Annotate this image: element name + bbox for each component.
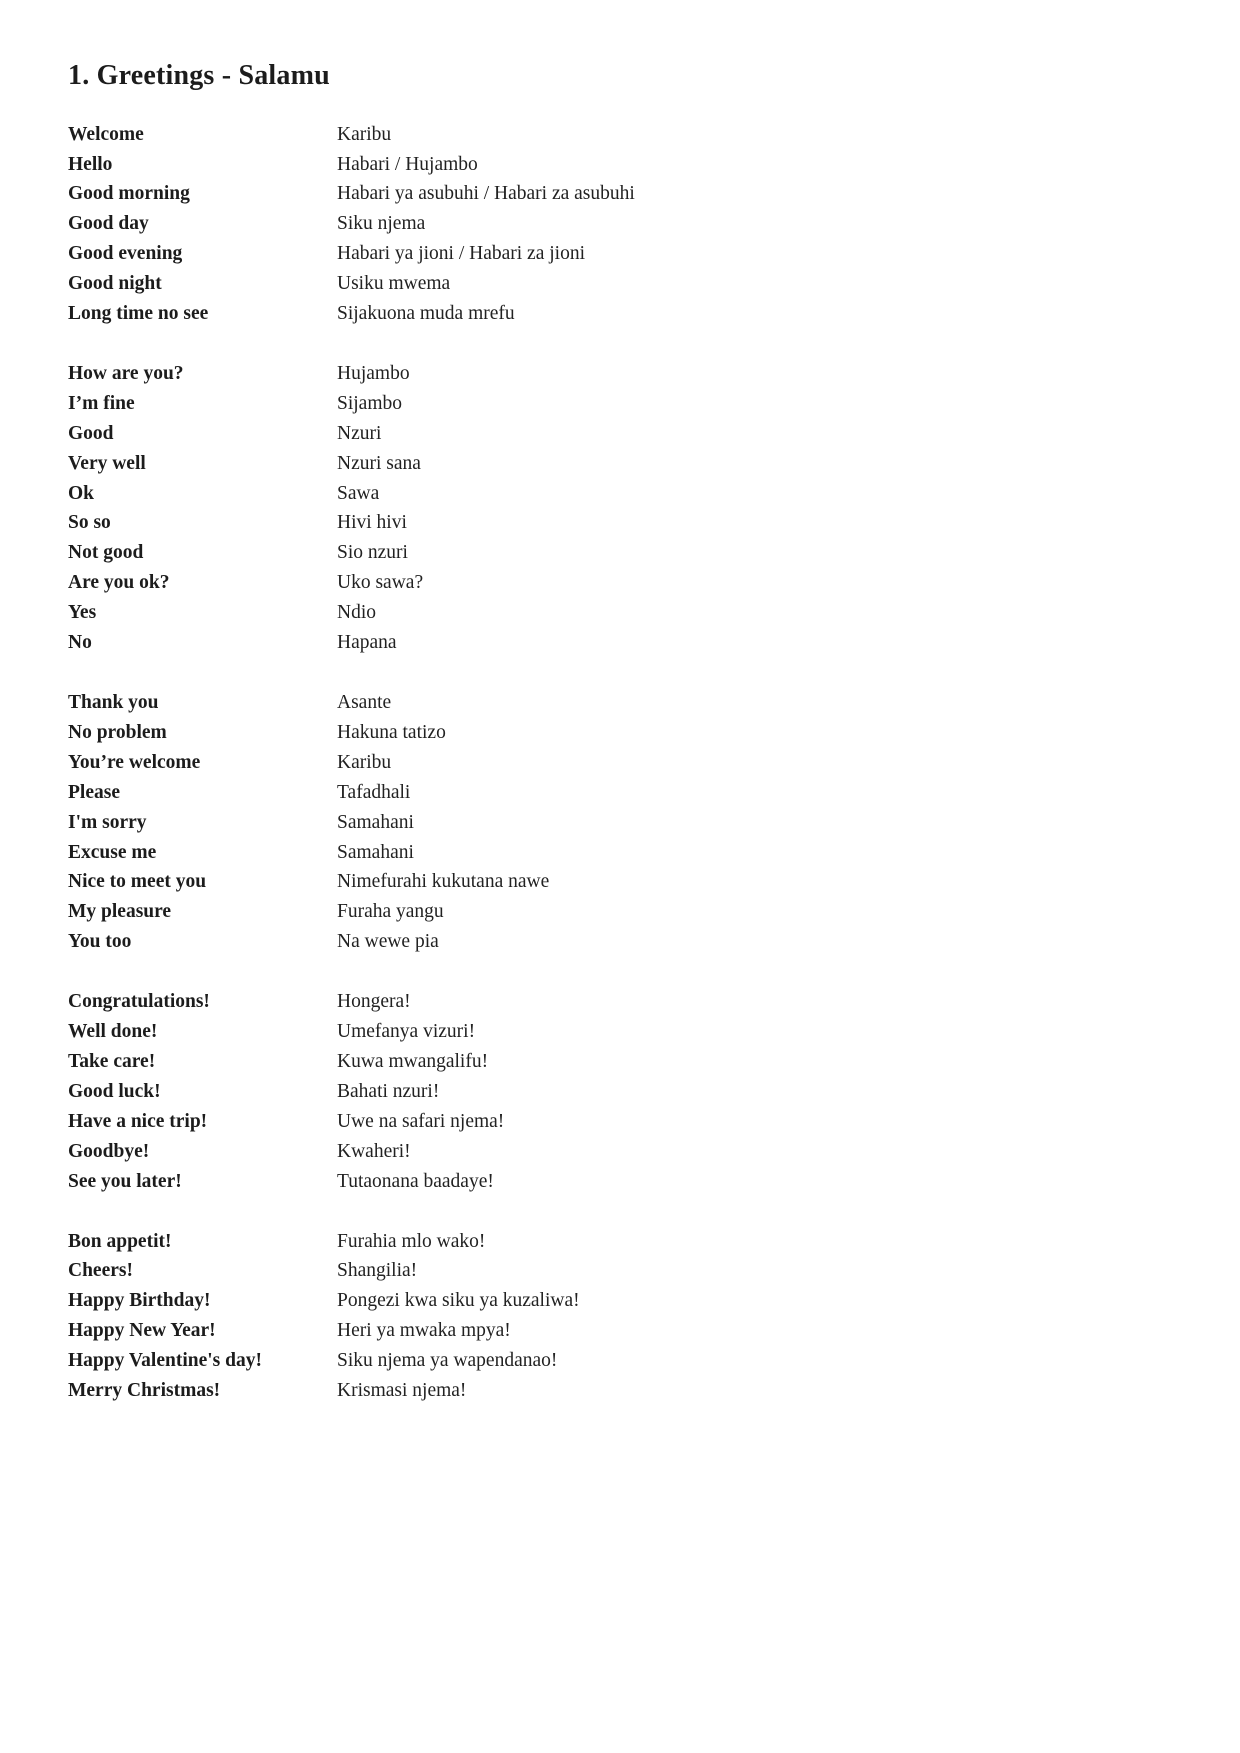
phrase-english: Good — [68, 422, 114, 444]
phrase-english: Good day — [68, 213, 149, 235]
phrase-row — [68, 479, 1180, 509]
phrase-english: Goodbye! — [68, 1140, 150, 1162]
phrase-swahili: Karibu — [337, 123, 392, 145]
phrase-english: Take care! — [68, 1050, 156, 1072]
phrase-english: Are you ok? — [68, 572, 170, 594]
phrase-swahili: Habari ya jioni / Habari za jioni — [337, 243, 585, 265]
phrase-row — [68, 389, 1180, 419]
phrase-row — [68, 568, 1180, 598]
phrase-english: So so — [68, 512, 111, 534]
phrase-english: Welcome — [68, 123, 144, 145]
phrase-english: Not good — [68, 542, 144, 564]
page-title: 1. Greetings - Salamu — [68, 60, 330, 91]
phrase-row — [68, 209, 1180, 239]
phrase-row — [68, 120, 1180, 150]
phrase-english: My pleasure — [68, 901, 172, 923]
phrase-english: Have a nice trip! — [68, 1110, 208, 1132]
phrase-row — [68, 867, 1180, 897]
phrase-swahili: Uko sawa? — [337, 572, 424, 594]
phrase-swahili: Furahia mlo wako! — [337, 1230, 486, 1252]
phrase-row — [68, 718, 1180, 748]
phrase-swahili: Nzuri — [337, 422, 382, 444]
phrase-swahili: Nzuri sana — [337, 452, 421, 474]
phrase-english: Congratulations! — [68, 991, 210, 1013]
phrase-section — [68, 120, 1180, 329]
phrase-row — [68, 808, 1180, 838]
phrase-swahili: Habari ya asubuhi / Habari za asubuhi — [337, 183, 635, 205]
phrase-swahili: Hongera! — [337, 991, 411, 1013]
phrase-english: Long time no see — [68, 303, 209, 325]
phrase-swahili: Furaha yangu — [337, 901, 444, 923]
phrase-english: I’m fine — [68, 392, 135, 414]
phrase-row — [68, 628, 1180, 658]
phrase-row — [68, 359, 1180, 389]
phrase-row — [68, 1107, 1180, 1137]
phrase-swahili: Uwe na safari njema! — [337, 1110, 505, 1132]
phrase-english: Please — [68, 781, 120, 803]
phrase-row — [68, 1077, 1180, 1107]
phrase-swahili: Samahani — [337, 841, 414, 863]
phrase-english: You too — [68, 931, 132, 953]
phrase-swahili: Pongezi kwa siku ya kuzaliwa! — [337, 1290, 580, 1312]
phrase-swahili: Karibu — [337, 751, 392, 773]
phrase-row — [68, 598, 1180, 628]
phrase-swahili: Hujambo — [337, 362, 410, 384]
phrase-english: Ok — [68, 482, 95, 504]
phrase-english: How are you? — [68, 362, 184, 384]
phrase-row — [68, 987, 1180, 1017]
phrase-english: Good night — [68, 273, 162, 295]
phrase-row — [68, 1227, 1180, 1257]
phrase-swahili: Nimefurahi kukutana nawe — [337, 871, 550, 893]
phrase-swahili: Bahati nzuri! — [337, 1080, 440, 1102]
phrase-row — [68, 748, 1180, 778]
phrase-row — [68, 1137, 1180, 1167]
phrase-row — [68, 419, 1180, 449]
phrase-swahili: Sijakuona muda mrefu — [337, 303, 515, 325]
phrase-row — [68, 897, 1180, 927]
phrase-row — [68, 1017, 1180, 1047]
phrase-swahili: Sio nzuri — [337, 542, 408, 564]
phrase-row — [68, 179, 1180, 209]
phrase-swahili: Tafadhali — [337, 781, 411, 803]
phrase-english: No problem — [68, 721, 167, 743]
phrase-swahili: Kwaheri! — [337, 1140, 411, 1162]
phrase-row — [68, 1256, 1180, 1286]
phrase-swahili: Tutaonana baadaye! — [337, 1170, 494, 1192]
phrase-swahili: Habari / Hujambo — [337, 153, 478, 175]
phrase-swahili: Hakuna tatizo — [337, 721, 446, 743]
phrase-row — [68, 1167, 1180, 1197]
phrase-swahili: Kuwa mwangalifu! — [337, 1050, 489, 1072]
phrase-row — [68, 449, 1180, 479]
phrase-swahili: Sijambo — [337, 392, 403, 414]
phrase-swahili: Ndio — [337, 602, 376, 624]
phrase-swahili: Heri ya mwaka mpya! — [337, 1320, 511, 1342]
phrase-row — [68, 1346, 1180, 1376]
phrase-swahili: Usiku mwema — [337, 273, 451, 295]
phrase-english: I'm sorry — [68, 811, 147, 833]
phrase-section — [68, 987, 1180, 1196]
phrase-row — [68, 239, 1180, 269]
phrase-english: Hello — [68, 153, 113, 175]
phrase-swahili: Umefanya vizuri! — [337, 1021, 476, 1043]
phrase-english: Yes — [68, 602, 97, 624]
phrase-english: Nice to meet you — [68, 871, 207, 893]
phrase-english: Excuse me — [68, 841, 157, 863]
phrase-section — [68, 1227, 1180, 1406]
phrase-swahili: Sawa — [337, 482, 380, 504]
phrase-section — [68, 359, 1180, 658]
phrase-english: You’re welcome — [68, 751, 201, 773]
phrase-swahili: Samahani — [337, 811, 414, 833]
phrase-swahili: Na wewe pia — [337, 931, 439, 953]
phrase-swahili: Krismasi njema! — [337, 1380, 467, 1402]
phrase-english: Merry Christmas! — [68, 1380, 221, 1402]
phrase-english: Well done! — [68, 1021, 158, 1043]
phrase-section — [68, 688, 1180, 957]
phrase-english: No — [68, 632, 92, 654]
phrase-english: Thank you — [68, 692, 159, 713]
phrase-english: Cheers! — [68, 1260, 133, 1282]
phrase-row — [68, 299, 1180, 329]
phrase-row — [68, 1047, 1180, 1077]
phrase-row — [68, 269, 1180, 299]
phrase-swahili: Siku njema — [337, 213, 426, 235]
phrase-swahili: Hivi hivi — [337, 512, 407, 534]
phrase-swahili: Hapana — [337, 632, 397, 654]
phrase-row — [68, 778, 1180, 808]
phrase-row — [68, 538, 1180, 568]
phrase-sections — [68, 120, 1180, 1406]
phrase-row — [68, 1286, 1180, 1316]
phrase-row — [68, 1376, 1180, 1406]
phrase-swahili: Siku njema ya wapendanao! — [337, 1350, 558, 1372]
phrase-english: Happy New Year! — [68, 1320, 216, 1342]
phrase-swahili: Asante — [337, 692, 392, 713]
phrase-english: See you later! — [68, 1170, 182, 1192]
phrase-english: Good luck! — [68, 1080, 161, 1102]
phrase-row — [68, 150, 1180, 180]
phrase-swahili: Shangilia! — [337, 1260, 418, 1282]
phrase-english: Very well — [68, 452, 146, 474]
phrase-english: Bon appetit! — [68, 1230, 172, 1252]
phrase-row — [68, 927, 1180, 957]
phrase-row — [68, 688, 1180, 718]
phrase-english: Happy Valentine's day! — [68, 1350, 262, 1372]
phrase-english: Good evening — [68, 243, 183, 265]
phrase-row — [68, 1316, 1180, 1346]
phrase-row — [68, 838, 1180, 868]
phrase-english: Good morning — [68, 183, 190, 205]
phrase-english: Happy Birthday! — [68, 1290, 211, 1312]
phrase-row — [68, 508, 1180, 538]
